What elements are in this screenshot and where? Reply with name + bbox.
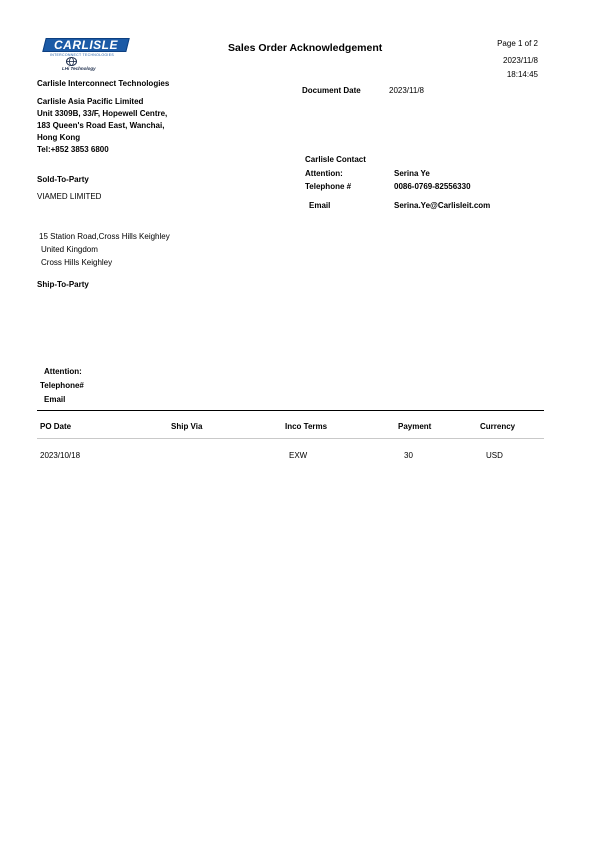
address-line: United Kingdom [41, 245, 98, 254]
print-time: 18:14:45 [506, 70, 538, 79]
logo-wordmark: CARLISLE [54, 38, 118, 52]
company-line: Carlisle Asia Pacific Limited [37, 97, 144, 106]
company-line: Unit 3309B, 33/F, Hopewell Centre, [37, 109, 168, 118]
col-header-inco-terms: Inco Terms [285, 422, 328, 431]
company-line: Tel:+852 3853 6800 [37, 145, 109, 154]
contact-telephone-value: 0086-0769-82556330 [394, 182, 471, 191]
address-line: Cross Hills Keighley [41, 258, 113, 267]
document-date-value: 2023/11/8 [389, 86, 424, 95]
contact-attention-value: Serina Ye [394, 169, 430, 178]
company-line: 183 Queen's Road East, Wanchai, [37, 121, 165, 130]
table-top-rule [37, 410, 544, 411]
ship-to-heading: Ship-To-Party [37, 280, 89, 289]
ship-to-telephone-label: Telephone# [40, 381, 84, 390]
sold-to-heading: Sold-To-Party [37, 175, 89, 184]
cell-currency: USD [486, 451, 503, 460]
contact-telephone-label: Telephone # [305, 182, 352, 191]
print-date: 2023/11/8 [503, 56, 538, 65]
col-header-payment: Payment [398, 422, 432, 431]
company-line: Hong Kong [37, 133, 81, 142]
document-title: Sales Order Acknowledgement [228, 42, 383, 54]
carlisle-logo [44, 38, 128, 76]
ship-to-attention-label: Attention: [44, 367, 82, 376]
ship-to-email-label: Email [44, 395, 66, 404]
globe-icon [66, 57, 77, 66]
sold-to-address [39, 230, 170, 269]
cell-po-date: 2023/10/18 [40, 451, 81, 460]
document-date-label: Document Date [302, 86, 361, 95]
sold-to-name: VIAMED LIMITED [37, 192, 102, 201]
contact-attention-label: Attention: [305, 169, 343, 178]
company-address [37, 96, 167, 156]
contact-email-label: Email [309, 201, 331, 210]
cell-inco-terms: EXW [289, 451, 308, 460]
col-header-po-date: PO Date [40, 422, 72, 431]
contact-heading: Carlisle Contact [305, 155, 366, 164]
table-header-rule [37, 438, 544, 439]
page-indicator: Page 1 of 2 [497, 39, 538, 48]
col-header-currency: Currency [480, 422, 516, 431]
logo-tagline: LHi Technology [62, 66, 96, 71]
contact-email-value: Serina.Ye@Carlisleit.com [394, 201, 491, 210]
company-name: Carlisle Interconnect Technologies [37, 79, 170, 88]
cell-payment: 30 [404, 451, 413, 460]
logo-subtext: INTERCONNECT TECHNOLOGIES [50, 53, 114, 57]
col-header-ship-via: Ship Via [171, 422, 203, 431]
address-line: 15 Station Road,Cross Hills Keighley [39, 232, 170, 241]
